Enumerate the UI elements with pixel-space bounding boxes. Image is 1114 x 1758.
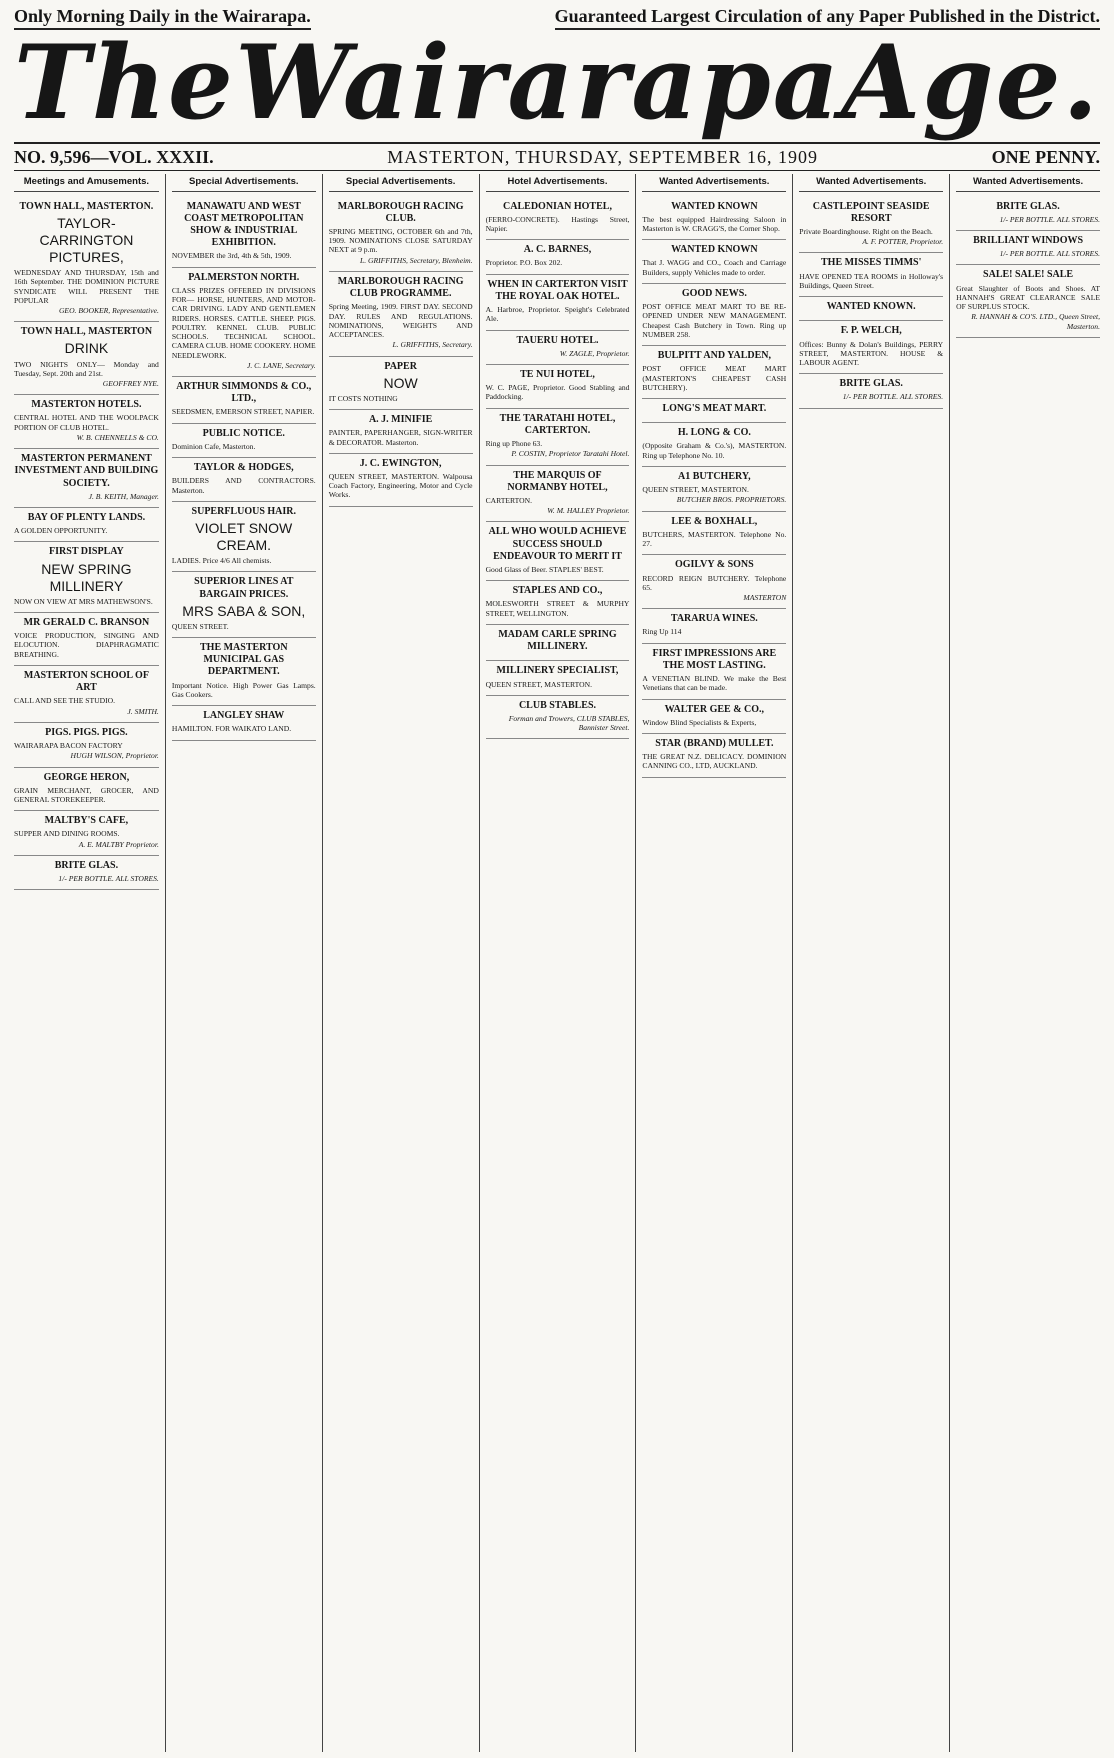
ad-display-line: VIOLET SNOW CREAM. (195, 519, 293, 554)
ad-headline: F. P. WELCH, (840, 325, 902, 337)
ad-headline: OGILVY & SONS (674, 559, 754, 571)
ad-headline: WHEN IN CARTERTON VISIT THE ROYAL OAK HOTEL. (487, 278, 628, 302)
column-heading: Wanted Advertisements. (956, 174, 1100, 192)
ad-signature: GEOFFREY NYE. (102, 379, 159, 389)
ad-headline: THE MARQUIS OF NORMANBY HOTEL, (507, 469, 608, 493)
ad-body: Spring Meeting, 1909. FIRST DAY. SECOND DAY. RULES AND REGULATIONS. NOMINATIONS, WEIGHTS AND ACCEPTANCES. (328, 302, 473, 340)
ad-body: HAMILTON. FOR WAIKATO LAND. (171, 724, 292, 734)
ad-signature: BUTCHER BROS. PROPRIETORS. (676, 495, 787, 505)
ad-body: IT COSTS NOTHING (328, 393, 398, 403)
issue-price: ONE PENNY. (991, 146, 1100, 167)
advertisement (642, 734, 786, 778)
column-grid (8, 174, 1106, 1752)
ad-signature: Forman and Trowers, CLUB STABLES, Bannister Street. (508, 713, 630, 733)
advertisement (14, 666, 159, 723)
ad-signature: MASTERTON (743, 593, 787, 603)
ad-headline: WALTER GEE & CO., (664, 703, 765, 715)
ad-signature: 1/- PER BOTTLE. ALL STORES. (999, 249, 1100, 259)
advertisement (329, 272, 473, 357)
advertisement (642, 644, 786, 700)
ad-headline: CASTLEPOINT SEASIDE RESORT (812, 200, 930, 224)
ad-headline: CLUB STABLES. (518, 699, 597, 711)
advertisement (642, 399, 786, 423)
ad-body: A GOLDEN OPPORTUNITY. (14, 526, 108, 536)
ad-headline: PALMERSTON NORTH. (188, 271, 300, 283)
ad-signature: A. F. POTTER, Proprietor. (862, 237, 944, 247)
ad-headline: TE NUI HOTEL, (520, 369, 595, 381)
column (8, 174, 165, 1752)
advertisement (799, 297, 943, 321)
ad-body: Offices: Bunny & Dolan's Buildings, PERRY STREET, MASTERTON. HOUSE & LABOUR AGENT. (799, 339, 944, 368)
ad-headline: WANTED KNOWN. (826, 301, 916, 313)
ad-headline: BRITE GLAS. (996, 200, 1060, 212)
ad-headline: STAR (BRAND) MULLET. (655, 738, 774, 750)
ad-headline: CALEDONIAN HOTEL, (503, 200, 612, 212)
ad-body: W. C. PAGE, Proprietor. Good Stabling and Paddocking. (485, 383, 630, 402)
ad-body: Ring up Phone 63. (485, 439, 543, 449)
advertisement (486, 696, 630, 740)
advertisement (642, 512, 786, 556)
ad-headline: ALL WHO WOULD ACHIEVE SUCCESS SHOULD ENDEAVOUR TO MERIT IT (488, 526, 627, 562)
column (949, 174, 1106, 1752)
ad-body: (FERRO-CONCRETE). Hastings Street, Napier. (485, 214, 630, 234)
advertisement (14, 197, 159, 323)
ad-signature: R. HANNAH & CO'S. LTD., Queen Street, Masterton. (971, 312, 1100, 331)
advertisement (642, 700, 786, 734)
advertisement (486, 275, 630, 331)
ad-headline: THE MASTERTON MUNICIPAL GAS DEPARTMENT. (200, 642, 288, 678)
ad-headline: LONG'S MEAT MART. (662, 403, 767, 415)
ad-signature: 1/- PER BOTTLE. ALL STORES. (58, 874, 159, 884)
advertisement (486, 197, 630, 241)
ad-body: TWO NIGHTS ONLY— Monday and Tuesday, Sept. 20th and 21st. (14, 359, 159, 378)
ad-body: Important Notice. High Power Gas Lamps. Gas Cookers. (171, 680, 316, 699)
ad-headline: MARLBOROUGH RACING CLUB PROGRAMME. (337, 275, 464, 300)
advertisement (14, 542, 159, 613)
advertisement (172, 268, 316, 377)
advertisement (329, 357, 473, 411)
ad-body: WAIRARAPA BACON FACTORY (14, 741, 123, 751)
ad-headline: GEORGE HERON, (43, 771, 130, 783)
column (479, 174, 636, 1752)
ad-body: Proprietor. P.O. Box 202. (485, 258, 563, 268)
ad-headline: BRILLIANT WINDOWS (973, 235, 1084, 247)
ad-headline: PUBLIC NOTICE. (202, 427, 285, 439)
ad-headline: A. J. MINIFIE (368, 414, 433, 426)
ad-body: QUEEN STREET. (171, 621, 229, 631)
ad-body: QUEEN STREET, MASTERTON. Walpousa Coach Factory, Engineering, Motor and Cycle Works. (328, 471, 473, 500)
ad-headline: LEE & BOXHALL, (671, 515, 758, 527)
column (322, 174, 479, 1752)
masthead-word-3: Age. (841, 22, 1100, 143)
advertisement (799, 374, 943, 408)
ad-display-line: MRS SABA & SON, (182, 602, 306, 619)
ad-headline: ARTHUR SIMMONDS & CO., LTD., (176, 381, 312, 405)
ad-headline: GOOD NEWS. (681, 287, 747, 299)
advertisement (172, 458, 316, 502)
ad-body: GRAIN MERCHANT, GROCER, AND GENERAL STOREKEEPER. (14, 785, 159, 804)
advertisement (172, 502, 316, 573)
column-heading: Special Advertisements. (172, 174, 316, 192)
ad-body: CENTRAL HOTEL AND THE WOOLPACK PORTION OF CLUB HOTEL. (14, 413, 159, 432)
ad-headline: STAPLES AND CO., (512, 585, 603, 597)
ad-body: POST OFFICE MEAT MART (MASTERTON'S CHEAPEST CASH BUTCHERY). (642, 364, 787, 392)
ad-body: CLASS PRIZES OFFERED IN DIVISIONS FOR— HORSE, HUNTERS, AND MOTOR-CAR DRIVING. LADY AND GENTLEMEN RIDERS. HORSES. CATTLE. SHEEP. PIGS. POULTRY. KENNEL CLUB. PUBLIC SCHOOLS. TECHNICAL SCHOOL. CAMERA CLUB. HOME COOKERY. HOME NEEDLEWORK. (171, 285, 316, 360)
ad-signature: L. GRIFFITHS, Secretary, Blenheim. (360, 255, 473, 265)
ad-body: A VENETIAN BLIND. We make the Best Venetians that can be made. (642, 674, 787, 693)
ad-headline: WANTED KNOWN (671, 244, 758, 256)
ad-headline: MASTERTON PERMANENT INVESTMENT AND BUILDING SOCIETY. (14, 453, 159, 489)
ad-body: MOLESWORTH STREET & MURPHY STREET, WELLINGTON. (485, 599, 630, 618)
ad-headline: TAUERU HOTEL. (516, 334, 599, 346)
advertisement (14, 811, 159, 856)
tagline-left: Only Morning Daily in the Wairarapa. (14, 6, 311, 30)
ad-headline: TARARUA WINES. (670, 613, 758, 625)
ad-signature: 1/- PER BOTTLE. ALL STORES. (999, 214, 1100, 224)
ad-body: NOVEMBER the 3rd, 4th & 5th, 1909. (171, 251, 292, 261)
ad-body: SEEDSMEN, EMERSON STREET, NAPIER. (171, 407, 315, 417)
advertisement (329, 410, 473, 454)
advertisement (956, 231, 1100, 265)
advertisement (172, 424, 316, 458)
advertisement (172, 377, 316, 424)
ad-signature: L. GRIFFITHS, Secretary. (392, 340, 473, 350)
column-heading: Special Advertisements. (329, 174, 473, 192)
advertisement (14, 768, 159, 812)
ad-headline: MR GERALD C. BRANSON (23, 617, 150, 629)
column-heading: Hotel Advertisements. (486, 174, 630, 192)
ad-body: Great Slaughter of Boots and Shoes. AT HANNAH'S GREAT CLEARANCE SALE OF SURPLUS STOCK. (956, 283, 1100, 312)
ad-headline: THE TARATAHI HOTEL, CARTERTON. (499, 412, 616, 436)
ad-signature: W. M. HALLEY Proprietor. (547, 506, 630, 516)
ad-signature: 1/- PER BOTTLE. ALL STORES. (842, 392, 944, 402)
ad-body: QUEEN STREET, MASTERTON. (485, 679, 592, 689)
advertisement (642, 346, 786, 399)
ad-display-line: DRINK (64, 340, 109, 357)
advertisement (172, 638, 316, 706)
ad-headline: TOWN HALL, MASTERTON. (19, 200, 154, 212)
column (165, 174, 322, 1752)
ad-headline: PAPER (384, 360, 417, 372)
ad-headline: MANAWATU AND WEST COAST METROPOLITAN SHOW & INDUSTRIAL EXHIBITION. (184, 200, 304, 249)
advertisement (486, 625, 630, 661)
ad-body: (Opposite Graham & Co.'s), MASTERTON. Ring up Telephone No. 10. (642, 441, 787, 460)
advertisement (172, 572, 316, 638)
ad-body: BUILDERS AND CONTRACTORS. Masterton. (171, 476, 316, 495)
advertisement (14, 322, 159, 395)
ad-headline: BULPITT AND YALDEN, (657, 350, 771, 362)
ad-body: POST OFFICE MEAT MART TO BE RE-OPENED UNDER NEW MANAGEMENT. Cheapest Cash Butchery in Town. Ring up NUMBER 258. (642, 302, 787, 339)
advertisement (14, 723, 159, 768)
advertisement (956, 197, 1100, 231)
advertisement (172, 197, 316, 268)
ad-body: The best equipped Hairdressing Saloon in Masterton is W. CRAGG'S, the Corner Shop. (642, 214, 787, 234)
ad-headline: J. C. EWINGTON, (359, 457, 442, 469)
ad-body: Window Blind Specialists & Experts, (642, 717, 757, 727)
ad-body: PAINTER, PAPERHANGER, SIGN-WRITER & DECORATOR. Masterton. (328, 428, 473, 447)
advertisement (14, 856, 159, 890)
ad-body: RECORD REIGN BUTCHERY. Telephone 65. (642, 573, 787, 592)
ad-headline: FIRST IMPRESSIONS ARE THE MOST LASTING. (652, 647, 777, 671)
advertisement (172, 706, 316, 740)
ad-headline: BRITE GLAS. (54, 859, 119, 871)
ad-signature: J. SMITH. (127, 706, 159, 716)
ad-signature: J. C. LANE, Secretary. (247, 360, 316, 370)
advertisement (799, 253, 943, 297)
ad-signature: A. E. MALTBY Proprietor. (78, 839, 159, 849)
ad-body: Dominion Cafe, Masterton. (171, 441, 256, 451)
ad-body: HAVE OPENED TEA ROOMS in Holloway's Buildings, Queen Street. (799, 271, 944, 290)
ad-headline: A1 BUTCHERY, (678, 470, 751, 482)
advertisement (642, 609, 786, 643)
ad-signature: J. B. KEITH, Manager. (88, 491, 159, 501)
column (792, 174, 949, 1752)
issue-date: MASTERTON, THURSDAY, SEPTEMBER 16, 1909 (387, 146, 819, 167)
ad-headline: A. C. BARNES, (523, 244, 592, 256)
issue-number: NO. 9,596—VOL. XXXII. (14, 146, 214, 167)
ad-headline: H. LONG & CO. (677, 427, 751, 439)
ad-signature: P. COSTIN, Proprietor Taratahi Hotel. (511, 449, 630, 459)
ad-headline: MADAM CARLE SPRING MILLINERY. (498, 628, 617, 653)
column (635, 174, 792, 1752)
advertisement (642, 240, 786, 284)
column-heading: Wanted Advertisements. (642, 174, 786, 192)
ad-body: Good Glass of Beer. STAPLES' BEST. (485, 565, 604, 575)
ad-body: WEDNESDAY AND THURSDAY, 15th and 16th September. THE DOMINION PICTURE SYNDICATE WILL PRESENT THE POPULAR (14, 268, 159, 305)
masthead-word-1: The (14, 22, 235, 143)
ad-display-line: NOW (383, 374, 418, 391)
advertisement (14, 508, 159, 542)
ad-body: VOICE PRODUCTION, SINGING AND ELOCUTION. DIAPHRAGMATIC BREATHING. (14, 631, 159, 659)
ad-body: CARTERTON. (485, 495, 532, 505)
advertisement (486, 240, 630, 274)
advertisement (799, 197, 943, 254)
ad-body: Private Boardinghouse. Right on the Beach. (799, 226, 933, 236)
advertisement (14, 395, 159, 449)
ad-body: QUEEN STREET, MASTERTON. (642, 485, 749, 495)
tagline-right: Guaranteed Largest Circulation of any Paper Published in the District. (555, 6, 1100, 30)
advertisement (329, 454, 473, 507)
ad-display-line: NEW SPRING MILLINERY (41, 560, 132, 594)
ad-headline: WANTED KNOWN (671, 200, 758, 212)
ad-body: CALL AND SEE THE STUDIO. (14, 696, 116, 706)
advertisement (486, 581, 630, 625)
column-heading: Wanted Advertisements. (799, 174, 943, 192)
ad-body: THE GREAT N.Z. DELICACY. DOMINION CANNING CO., LTD, AUCKLAND. (642, 752, 787, 771)
advertisement (642, 284, 786, 346)
ad-signature: HUGH WILSON, Proprietor. (70, 751, 159, 761)
ad-headline: THE MISSES TIMMS' (821, 257, 922, 269)
ad-body: BUTCHERS, MASTERTON. Telephone No. 27. (642, 529, 787, 549)
ad-headline: SUPERFLUOUS HAIR. (191, 505, 296, 517)
ad-headline: SUPERIOR LINES AT BARGAIN PRICES. (194, 576, 294, 600)
ad-headline: TAYLOR & HODGES, (193, 462, 294, 474)
advertisement (642, 197, 786, 241)
ad-body: Ring Up 114 (642, 627, 682, 637)
ad-headline: PIGS. PIGS. PIGS. (45, 726, 128, 738)
advertisement (486, 409, 630, 466)
ad-body: NOW ON VIEW AT MRS MATHEWSON'S. (14, 596, 153, 606)
advertisement (329, 197, 473, 272)
ad-body: LADIES. Price 4/6 All chemists. (171, 556, 272, 566)
advertisement (642, 423, 786, 467)
advertisement (486, 466, 630, 523)
advertisement (486, 661, 630, 695)
ad-signature: W. B. CHENNELLS & CO. (76, 432, 159, 442)
advertisement (956, 265, 1100, 337)
ad-headline: BRITE GLAS. (839, 378, 903, 390)
ad-headline: TOWN HALL, MASTERTON (20, 326, 153, 338)
ad-headline: MARLBOROUGH RACING CLUB. (337, 200, 464, 224)
ad-signature: GEO. BOOKER, Representative. (58, 306, 159, 315)
dateline (14, 142, 1100, 171)
advertisement (642, 467, 786, 512)
ad-headline: FIRST DISPLAY (49, 546, 124, 558)
ad-headline: MALTBY'S CAFE, (44, 815, 129, 827)
ad-headline: SALE! SALE! SALE (983, 269, 1074, 281)
ad-body: SPRING MEETING, OCTOBER 6th and 7th, 1909. NOMINATIONS CLOSE SATURDAY NEXT at 9 p.m. (328, 226, 473, 255)
ad-body: SUPPER AND DINING ROOMS. (14, 829, 120, 839)
ad-headline: MASTERTON HOTELS. (31, 399, 142, 411)
ad-headline: MASTERTON SCHOOL OF ART (23, 669, 149, 694)
advertisement (486, 522, 630, 581)
ad-headline: BAY OF PLENTY LANDS. (27, 512, 146, 524)
ad-headline: MILLINERY SPECIALIST, (496, 665, 619, 677)
ad-signature: W. ZAGLE, Proprietor. (559, 348, 630, 358)
column-heading: Meetings and Amusements. (14, 174, 159, 192)
ad-display-line: TAYLOR-CARRINGTON PICTURES, (39, 214, 134, 265)
masthead-word-2: Wairarapa (235, 22, 841, 143)
ad-body: That J. WAGG and CO., Coach and Carriage Builders, supply Vehicles made to order. (642, 258, 787, 277)
ad-headline: LANGLEY SHAW (203, 710, 285, 722)
masthead (14, 22, 1100, 143)
advertisement (486, 365, 630, 409)
advertisement (14, 613, 159, 666)
advertisement (14, 449, 159, 508)
advertisement (486, 331, 630, 365)
advertisement (642, 555, 786, 609)
advertisement (799, 321, 943, 374)
ad-body: A. Harbroe, Proprietor. Speight's Celebrated Ale. (485, 305, 630, 324)
